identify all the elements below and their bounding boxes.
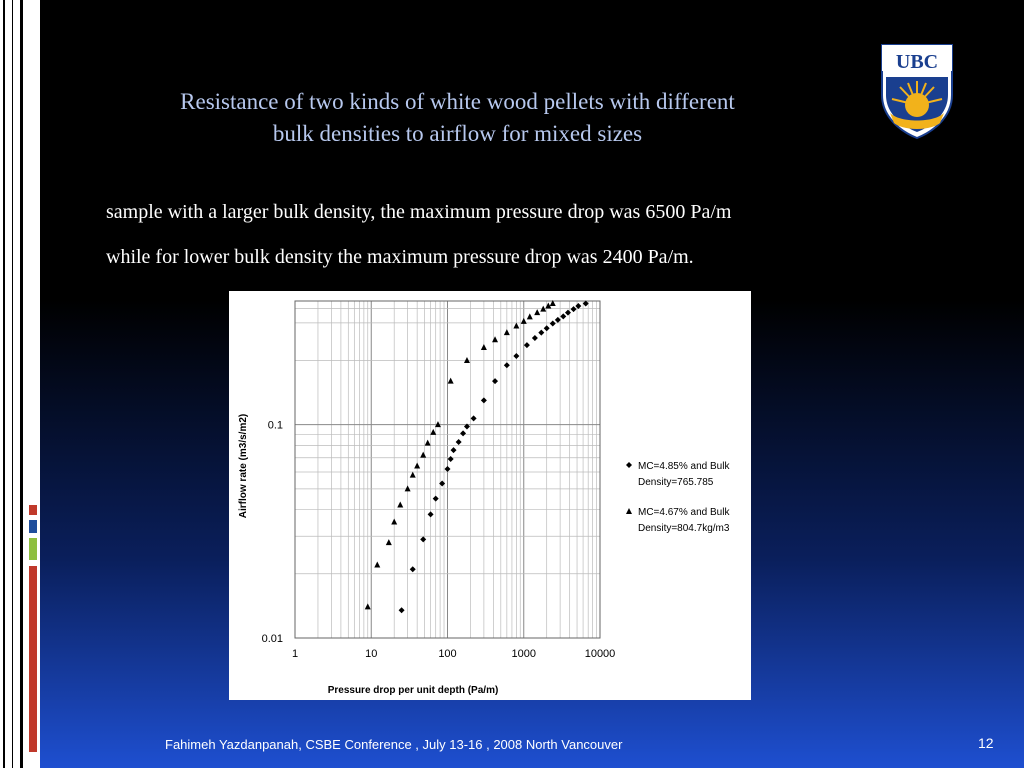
accent-block-blue <box>29 520 37 533</box>
y-tick-label: 0.1 <box>267 419 283 432</box>
data-point-diamond <box>445 466 451 472</box>
airflow-chart <box>229 291 751 700</box>
data-point-diamond <box>544 325 550 331</box>
x-tick-label: 1000 <box>511 648 536 660</box>
data-point-triangle <box>504 329 510 335</box>
x-tick-label: 10000 <box>584 648 616 660</box>
accent-block-green <box>29 538 37 560</box>
accent-block-red-long <box>29 566 37 752</box>
data-point-diamond <box>575 303 581 309</box>
page-number: 12 <box>978 735 994 751</box>
data-point-triangle <box>521 318 527 324</box>
data-point-triangle <box>481 344 487 350</box>
data-point-triangle <box>397 502 403 508</box>
chart-points <box>365 300 589 613</box>
data-point-triangle <box>464 357 470 363</box>
data-point-diamond <box>481 397 487 403</box>
data-point-diamond <box>433 496 439 502</box>
x-tick-label: 1 <box>291 648 299 660</box>
data-point-diamond <box>460 430 466 436</box>
data-point-triangle <box>425 440 431 446</box>
slide-footer: Fahimeh Yazdanpanah, CSBE Conference , July 13-16 , 2008 North Vancouver <box>165 737 623 752</box>
body-line-1: sample with a larger bulk density, the maximum pressure drop was 6500 Pa/m <box>106 201 732 223</box>
data-point-triangle <box>386 539 392 545</box>
data-point-diamond <box>451 447 457 453</box>
data-point-triangle <box>414 463 420 469</box>
chart-panel <box>229 291 751 700</box>
legend-marker-diamond <box>626 462 632 468</box>
data-point-triangle <box>492 336 498 342</box>
accent-block-red <box>29 505 37 515</box>
data-point-triangle <box>365 603 371 609</box>
y-axis-label: Airflow rate (m3/s/m2) <box>238 413 249 519</box>
data-point-diamond <box>565 310 571 316</box>
data-point-diamond <box>532 335 538 341</box>
decor-line <box>3 0 5 768</box>
data-point-diamond <box>471 415 477 421</box>
data-point-diamond <box>571 306 577 312</box>
data-point-triangle <box>430 429 436 435</box>
data-point-diamond <box>560 313 566 319</box>
data-point-diamond <box>420 536 426 542</box>
chart-axes <box>262 301 616 660</box>
legend-marker-triangle <box>626 508 632 514</box>
legend-label: Density=804.7kg/m3 <box>638 523 730 534</box>
data-point-triangle <box>534 309 540 315</box>
data-point-diamond <box>550 321 556 327</box>
y-tick-label: 0.01 <box>261 633 283 645</box>
data-point-diamond <box>410 566 416 572</box>
data-point-triangle <box>420 452 426 458</box>
data-point-diamond <box>456 439 462 445</box>
decor-line <box>20 0 23 768</box>
data-point-triangle <box>448 378 454 384</box>
x-axis-label: Pressure drop per unit depth (Pa/m) <box>327 685 499 696</box>
data-point-triangle <box>391 518 397 524</box>
data-point-triangle <box>527 313 533 319</box>
data-point-diamond <box>399 607 405 613</box>
title-line-2: bulk densities to airflow for mixed sizes <box>272 121 643 146</box>
data-point-triangle <box>374 561 380 567</box>
x-tick-label: 100 <box>438 648 457 660</box>
body-line-2: while for lower bulk density the maximum pressure drop was 2400 Pa/m. <box>106 246 694 268</box>
data-point-diamond <box>448 456 454 462</box>
legend-label: MC=4.85% and Bulk <box>638 461 730 472</box>
decor-line <box>12 0 13 768</box>
data-point-diamond <box>524 342 530 348</box>
title-line-1: Resistance of two kinds of white wood pellets with different <box>180 89 735 114</box>
data-point-diamond <box>504 362 510 368</box>
x-tick-label: 10 <box>365 648 378 660</box>
data-point-diamond <box>513 353 519 359</box>
data-point-triangle <box>410 472 416 478</box>
chart-legend <box>626 461 730 534</box>
data-point-diamond <box>428 511 434 517</box>
legend-label: MC=4.67% and Bulk <box>638 507 730 518</box>
data-point-diamond <box>492 378 498 384</box>
ubc-logo <box>880 43 954 139</box>
data-point-diamond <box>538 330 544 336</box>
slide-title <box>100 86 815 150</box>
data-point-triangle <box>513 323 519 329</box>
data-point-triangle <box>405 485 411 491</box>
legend-label: Density=765.785 <box>638 477 714 488</box>
logo-text: UBC <box>895 51 939 73</box>
